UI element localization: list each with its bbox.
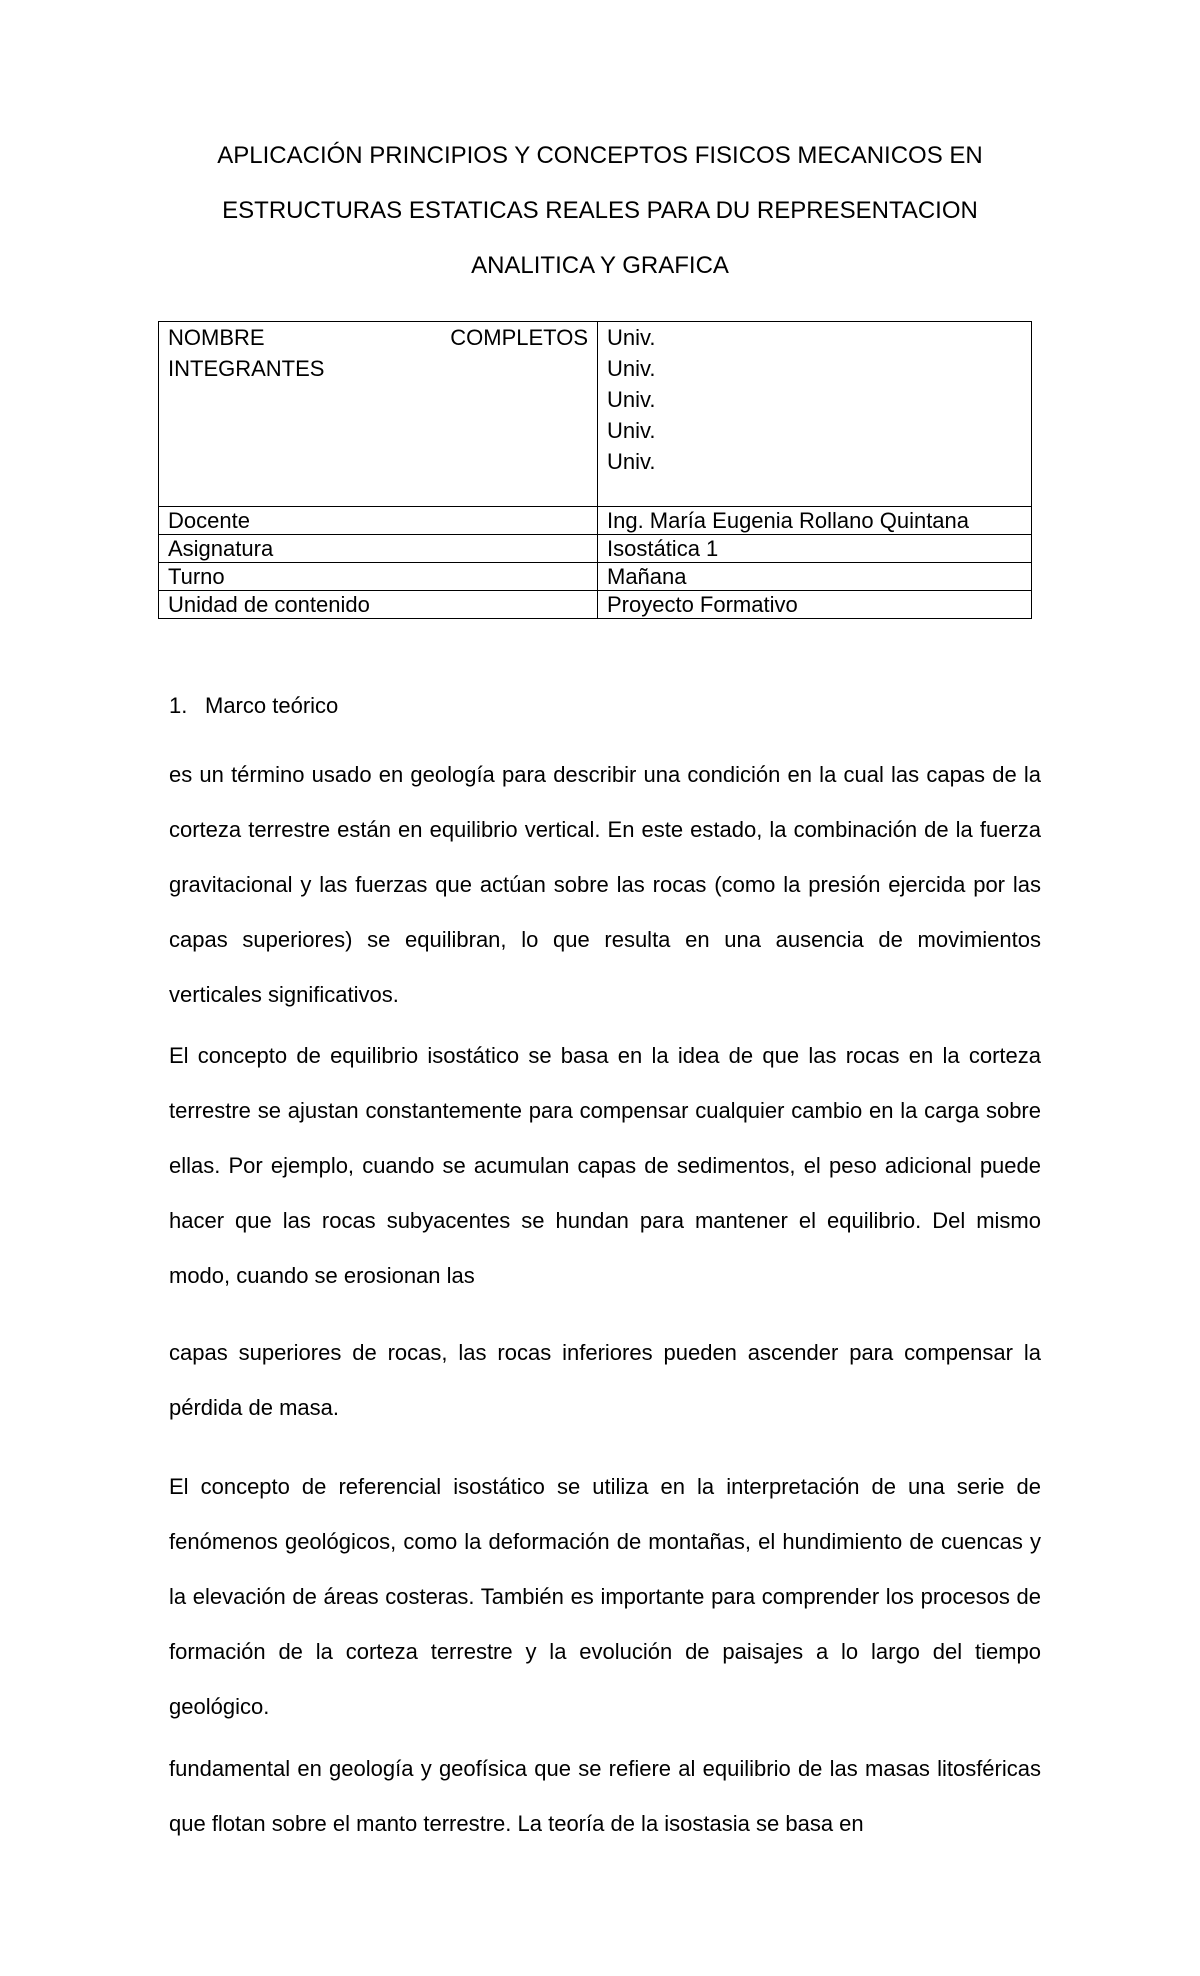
paragraph-4: El concepto de referencial isostático se utiliza en la interpretación de una serie de fenómenos geológicos, como la deformación de montañas, el hundimiento de cuencas y la elevación de áreas costeras. También es importante para comprender los procesos de formación de la corteza terrestre y la evolución de paisajes a lo largo del tiempo geológico.	[169, 1474, 1041, 1719]
names-label-cell	[159, 322, 598, 507]
section-title: Marco teórico	[205, 693, 339, 718]
names-label-right: COMPLETOS	[450, 325, 588, 350]
row-value: Proyecto Formativo	[598, 591, 1032, 619]
paragraph-3: capas superiores de rocas, las rocas inferiores pueden ascender para compensar la pérdida de masa.	[169, 1340, 1041, 1420]
section-number: 1.	[169, 693, 188, 718]
names-label-line2: INTEGRANTES	[168, 356, 325, 381]
info-table	[158, 321, 1032, 619]
row-label: Docente	[159, 507, 598, 535]
names-label-row	[168, 322, 588, 353]
row-label: Asignatura	[159, 535, 598, 563]
member-line: Univ.	[607, 387, 656, 412]
row-label: Unidad de contenido	[159, 591, 598, 619]
title-line-3: ANALITICA Y GRAFICA	[471, 252, 729, 279]
section-heading	[169, 692, 338, 720]
member-line: Univ.	[607, 325, 656, 350]
info-row-asignatura	[159, 535, 1032, 563]
paragraph-2: El concepto de equilibrio isostático se basa en la idea de que las rocas en la corteza terrestre se ajustan constantemente para compensar cualquier cambio en la carga sobre ellas. Por ejemplo, cuando se acumulan capas de sedimentos, el peso adicional puede hacer que las rocas subyacentes se hundan para mantener el equilibrio. Del mismo modo, cuando se erosionan las	[169, 1043, 1041, 1288]
info-row-members	[159, 322, 1032, 507]
names-label-left: NOMBRE	[168, 325, 265, 350]
member-line: Univ.	[607, 356, 656, 381]
title-line-1: APLICACIÓN PRINCIPIOS Y CONCEPTOS FISICOS MECANICOS EN	[217, 142, 983, 169]
row-label: Turno	[159, 563, 598, 591]
members-cell	[598, 322, 1032, 507]
member-line: Univ.	[607, 449, 656, 474]
title-line-2: ESTRUCTURAS ESTATICAS REALES PARA DU REPRESENTACION	[222, 197, 978, 224]
paragraph-5: fundamental en geología y geofísica que se refiere al equilibrio de las masas litosféricas que flotan sobre el manto terrestre. La teoría de la isostasia se basa en	[169, 1756, 1041, 1836]
info-row-turno	[159, 563, 1032, 591]
row-value: Ing. María Eugenia Rollano Quintana	[598, 507, 1032, 535]
row-value: Isostática 1	[598, 535, 1032, 563]
row-value: Mañana	[598, 563, 1032, 591]
member-line: Univ.	[607, 418, 656, 443]
paragraph-1: es un término usado en geología para describir una condición en la cual las capas de la corteza terrestre están en equilibrio vertical. En este estado, la combinación de la fuerza gravitacional y las fuerzas que actúan sobre las rocas (como la presión ejercida por las capas superiores) se equilibran, lo que resulta en una ausencia de movimientos verticales significativos.	[169, 762, 1041, 1007]
info-row-docente	[159, 507, 1032, 535]
info-row-unidad	[159, 591, 1032, 619]
